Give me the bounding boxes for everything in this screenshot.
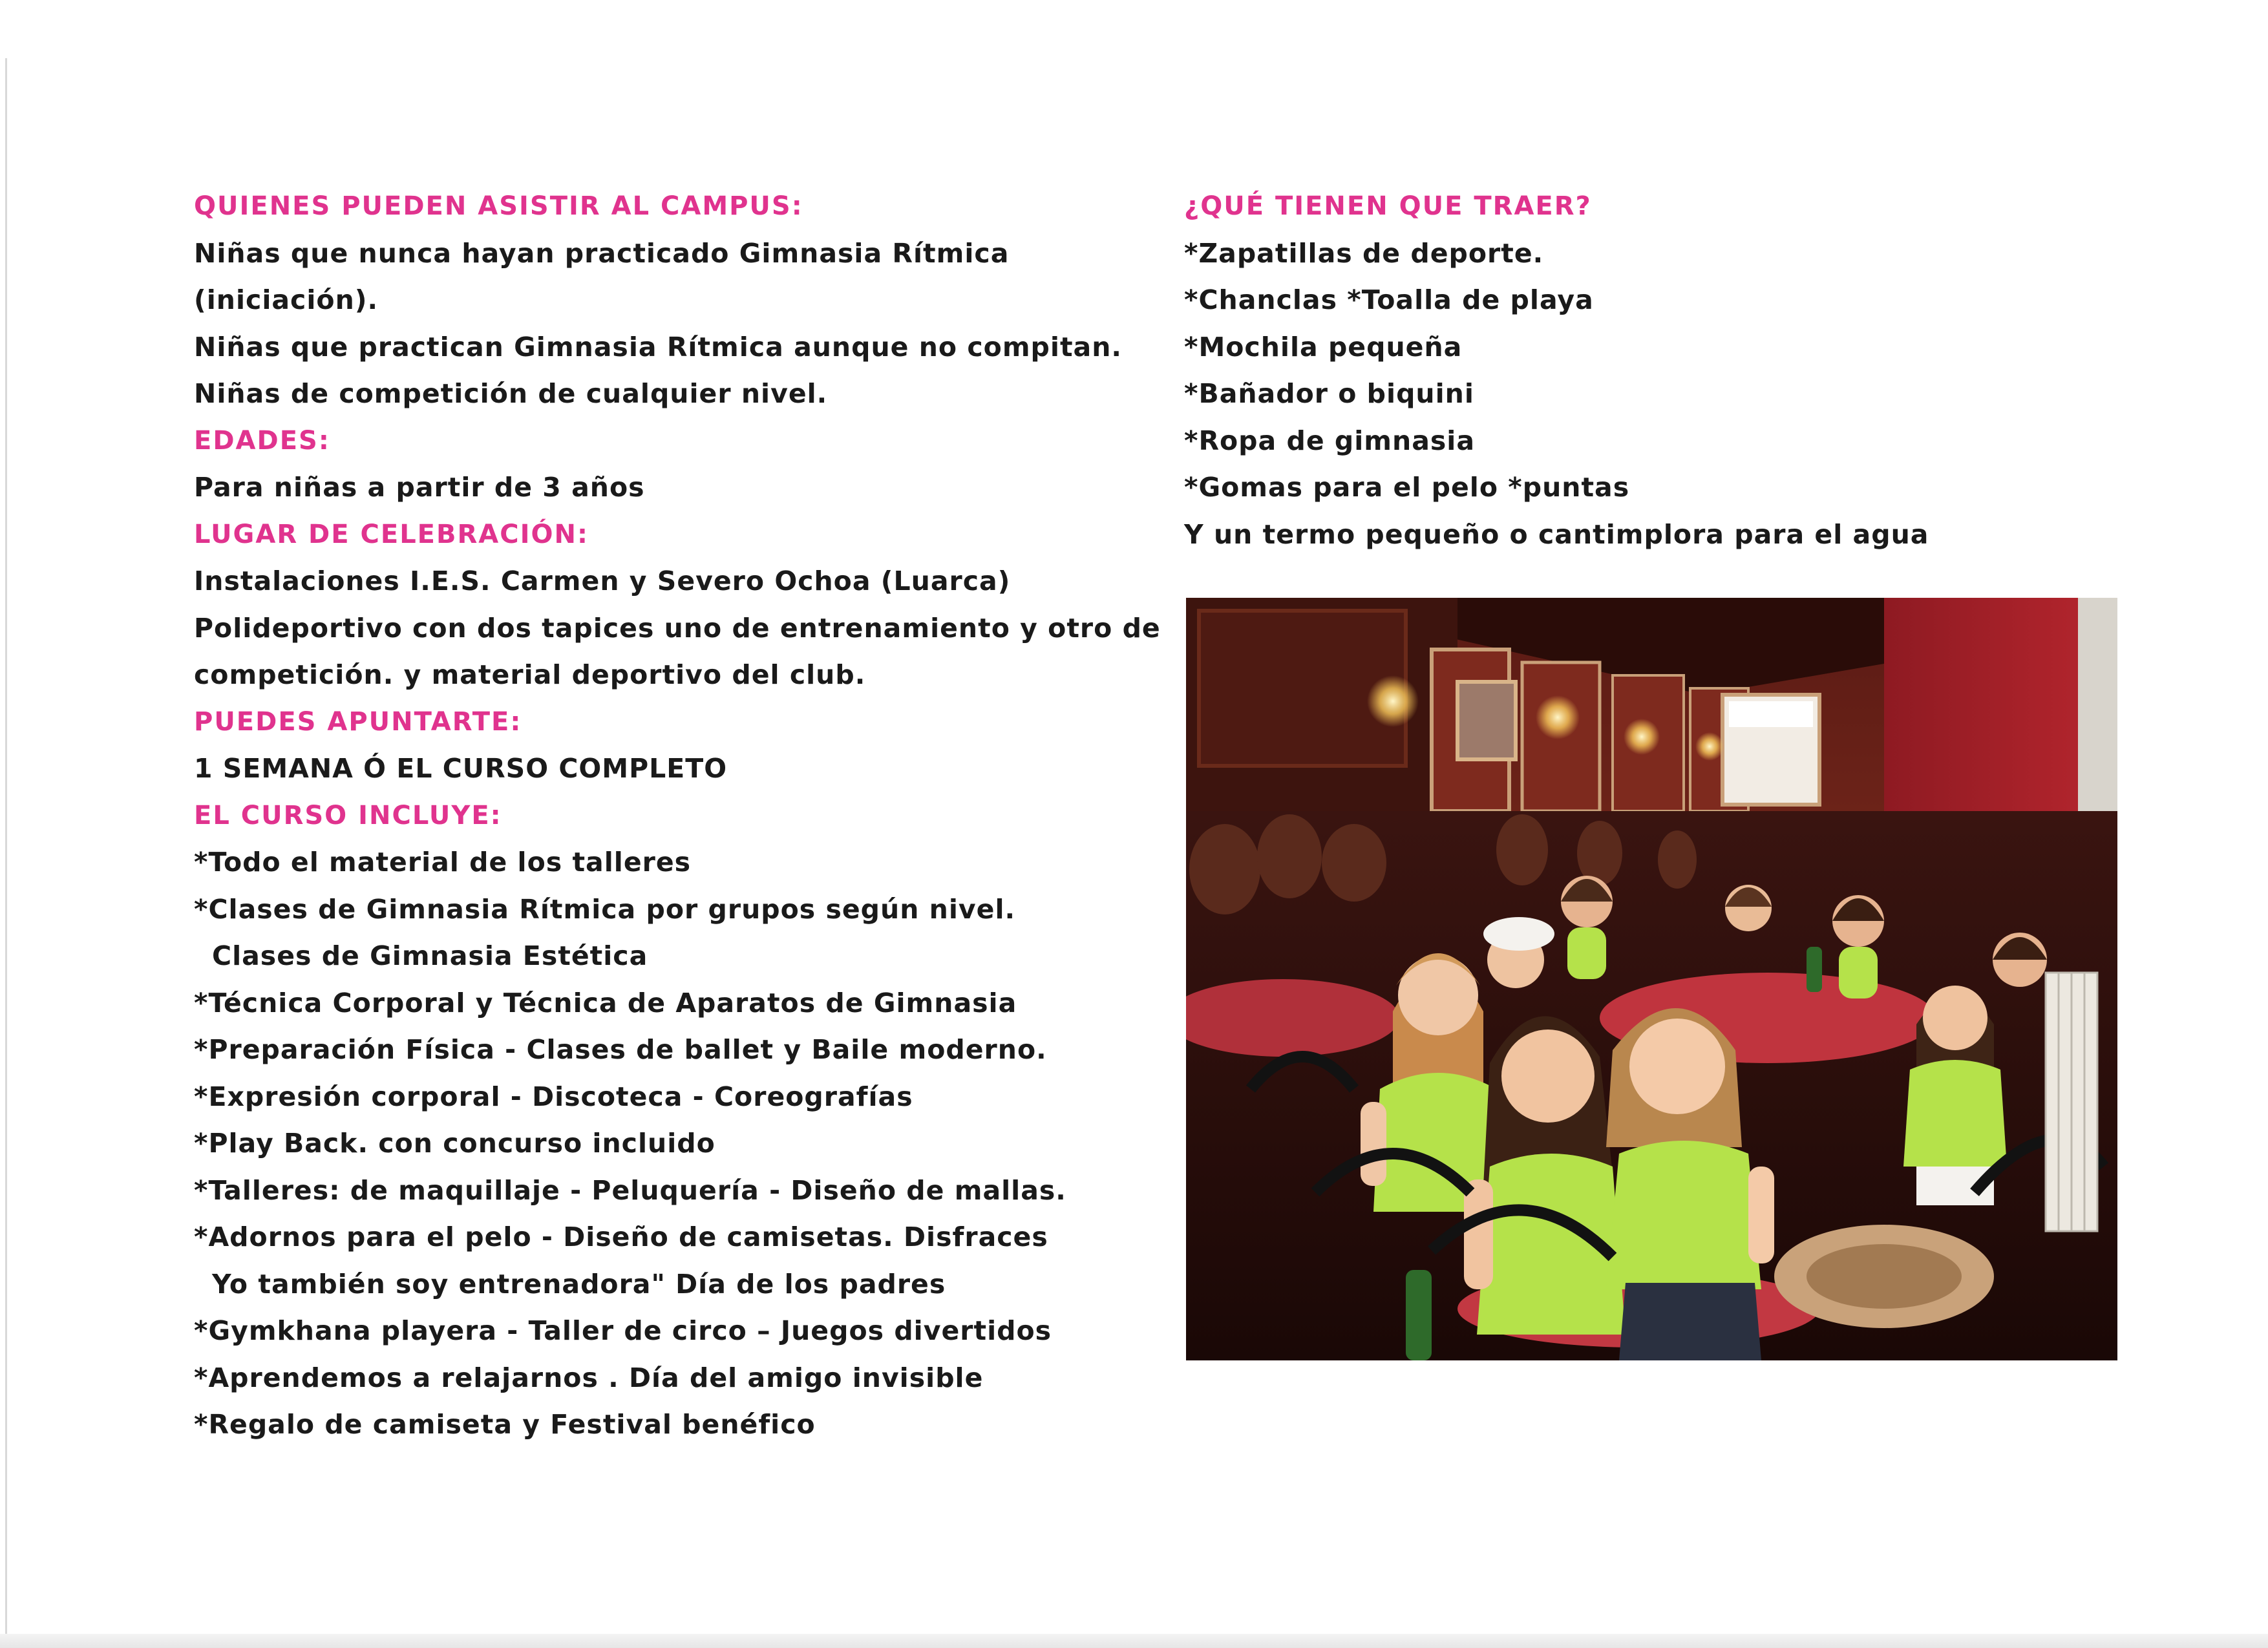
list-item: *Expresión corporal - Discoteca - Coreografías [194,1081,913,1112]
heading-who-can-attend: QUIENES PUEDEN ASISTIR AL CAMPUS: [194,191,803,221]
list-item: *Aprendemos a relajarnos . Día del amigo invisible [194,1362,984,1393]
text-line: competición. y material deportivo del club. [194,659,866,690]
group-photo-illustration [1186,598,2117,1360]
left-column [194,183,1163,1448]
heading-ages: EDADES: [194,425,330,456]
text-line: Instalaciones I.E.S. Carmen y Severo Ochoa (Luarca) [194,565,1011,597]
list-item: *Clases de Gimnasia Rítmica por grupos según nivel. [194,893,1016,925]
text-line: Niñas que practican Gimnasia Rítmica aunque no compitan. [194,331,1122,363]
list-item-continuation: Clases de Gimnasia Estética [212,940,648,971]
text-line: Para niñas a partir de 3 años [194,472,645,503]
scan-edge-left [5,58,7,1635]
list-item: *Preparación Física - Clases de ballet y Baile moderno. [194,1034,1047,1065]
list-item: *Gymkhana playera - Taller de circo – Juegos divertidos [194,1315,1052,1346]
list-item: *Mochila pequeña [1184,331,1463,363]
text-line: Polideportivo con dos tapices uno de entrenamiento y otro de [194,612,1161,644]
list-item: *Gomas para el pelo *puntas [1184,472,1630,503]
group-photo [1186,598,2117,1360]
text-line: Niñas que nunca hayan practicado Gimnasia Rítmica [194,237,1010,269]
list-item: *Todo el material de los talleres [194,847,692,878]
heading-signup: PUEDES APUNTARTE: [194,706,522,737]
list-item: *Talleres: de maquillaje - Peluquería - Diseño de mallas. [194,1174,1066,1206]
list-item: *Ropa de gimnasia [1184,425,1476,456]
heading-what-to-bring: ¿QUÉ TIENEN QUE TRAER? [1184,191,1592,221]
list-item: *Chanclas *Toalla de playa [1184,284,1594,315]
list-item: *Zapatillas de deporte. [1184,237,1544,269]
list-item-continuation: Yo también soy entrenadora" Día de los padres [212,1268,946,1300]
list-item: *Play Back. con concurso incluido [194,1128,715,1159]
list-item: *Regalo de camiseta y Festival benéfico [194,1409,816,1440]
list-item: *Adornos para el pelo - Diseño de camisetas. Disfraces [194,1221,1048,1252]
right-column [1184,183,2154,558]
text-line: (iniciación). [194,284,379,315]
list-item: *Técnica Corporal y Técnica de Aparatos de Gimnasia [194,987,1017,1019]
text-line: 1 SEMANA Ó EL CURSO COMPLETO [194,753,728,784]
heading-course-includes: EL CURSO INCLUYE: [194,800,502,830]
text-line: Niñas de competición de cualquier nivel. [194,378,828,409]
scan-edge-bottom [0,1634,2268,1648]
list-item: Y un termo pequeño o cantimplora para el agua [1184,518,1929,550]
heading-venue: LUGAR DE CELEBRACIÓN: [194,519,589,549]
list-item: *Bañador o biquini [1184,378,1474,409]
